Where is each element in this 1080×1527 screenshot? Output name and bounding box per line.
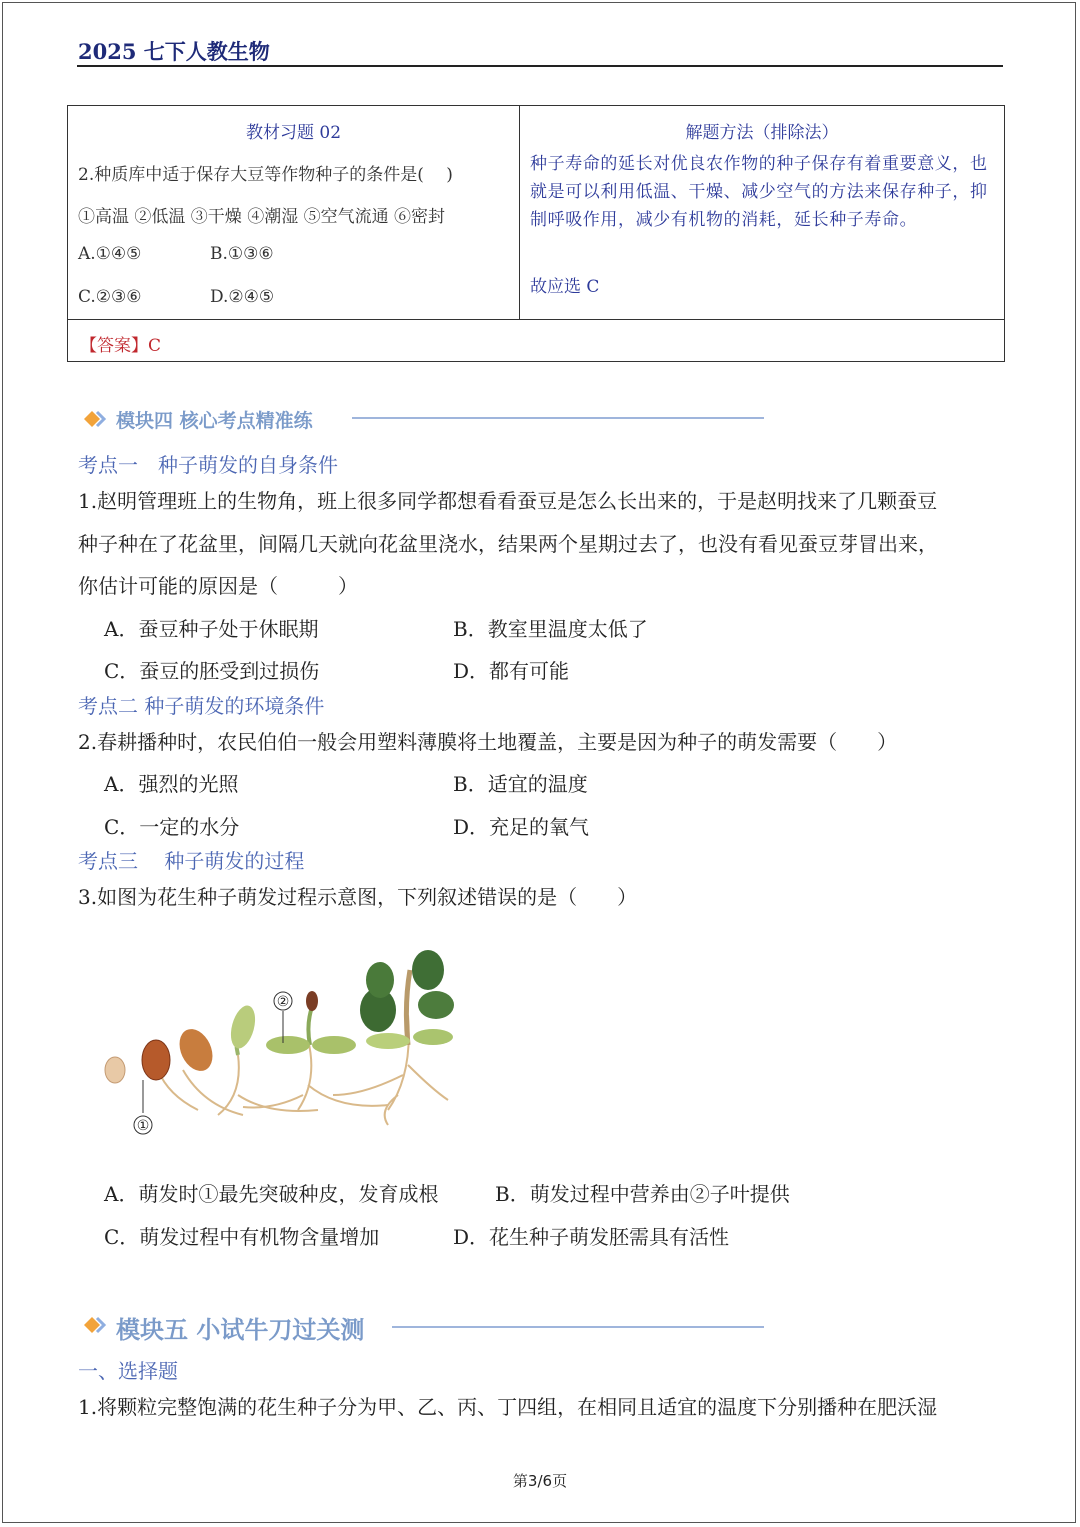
header-title: 2025 七下人教生物 — [78, 39, 270, 64]
exercise-option-c: C.②③⑥ — [78, 287, 142, 307]
answer-label-text: 【答案】 — [80, 336, 148, 356]
exercise-option-b: B.①③⑥ — [210, 244, 274, 264]
point1-question-line1: 1.赵明管理班上的生物角，班上很多同学都想看看蚕豆是怎么长出来的，于是赵明找来了几颗蚕豆 — [78, 489, 938, 513]
point1-option-d: D．都有可能 — [453, 659, 570, 683]
exercise-conditions: ①高温 ②低温 ③干燥 ④潮湿 ⑤空气流通 ⑥密封 — [78, 207, 446, 227]
exercise-left-title: 教材习题 02 — [245, 123, 342, 143]
figure-label-two: ② — [276, 994, 290, 1010]
exercise-option-a: A.①④⑤ — [78, 244, 142, 264]
module5-rule — [392, 1326, 764, 1328]
header-rule — [77, 65, 1003, 67]
point1-question-line2: 种子种在了花盆里，间隔几天就向花盆里浇水，结果两个星期过去了，也没有看见蚕豆芽冒出来， — [78, 532, 938, 556]
point1-option-a: A．蚕豆种子处于休眠期 — [104, 617, 319, 641]
method-body: 种子寿命的延长对优良农作物的种子保存有着重要意义，也就是可以利用低温、干燥、减少空气的方法来保存种子，抑制呼吸作用，减少有机物的消耗，延长种子寿命。 — [530, 154, 988, 230]
method-conclusion: 故应选 C — [530, 277, 600, 297]
page-number: 第3/6页 — [512, 1472, 568, 1490]
point1-option-b: B．教室里温度太低了 — [453, 617, 648, 641]
module4-rule — [352, 417, 764, 419]
module5-question: 1.将颗粒完整饱满的花生种子分为甲、乙、丙、丁四组，在相同且适宜的温度下分别播种在肥沃湿 — [78, 1395, 938, 1419]
point2-title: 考点二 种子萌发的环境条件 — [78, 694, 325, 718]
point1-title: 考点一 种子萌发的自身条件 — [78, 453, 338, 477]
diamond-chevron-icon — [84, 408, 110, 430]
exercise-question-cell — [68, 106, 520, 319]
answer-value: C — [148, 336, 162, 356]
module5-section: 一、选择题 — [78, 1359, 178, 1383]
exercise-option-d: D.②④⑤ — [210, 287, 275, 307]
point2-option-c: C．一定的水分 — [104, 815, 240, 839]
point1-question-line3: 你估计可能的原因是（ ） — [78, 574, 358, 598]
figure-label-one: ① — [136, 1118, 150, 1134]
exercise-answer-row — [68, 319, 1004, 361]
point3-question: 3.如图为花生种子萌发过程示意图，下列叙述错误的是（ ） — [78, 885, 638, 909]
module5-title: 模块五 小试牛刀过关测 — [116, 1316, 365, 1344]
point3-title: 考点三 种子萌发的过程 — [78, 849, 305, 873]
exercise-right-title: 解题方法（排除法） — [685, 123, 839, 143]
point2-option-b: B．适宜的温度 — [453, 772, 588, 796]
point3-option-d: D．花生种子萌发胚需具有活性 — [453, 1225, 730, 1249]
point2-option-d: D．充足的氧气 — [453, 815, 590, 839]
point1-option-c: C．蚕豆的胚受到过损伤 — [104, 659, 320, 683]
module4-title: 模块四 核心考点精准练 — [116, 410, 313, 432]
exercise-method-cell — [520, 106, 1004, 319]
diamond-chevron-icon — [84, 1314, 110, 1336]
point2-option-a: A．强烈的光照 — [104, 772, 239, 796]
exercise-table — [67, 105, 1005, 362]
exercise-question: 2.种质库中适于保存大豆等作物种子的条件是( ) — [78, 165, 453, 185]
point2-question: 2.春耕播种时，农民伯伯一般会用塑料薄膜将土地覆盖，主要是因为种子的萌发需要（ ） — [78, 730, 898, 754]
peanut-germination-figure — [98, 945, 468, 1140]
point3-option-b: B．萌发过程中营养由②子叶提供 — [495, 1182, 790, 1206]
point3-option-a: A．萌发时①最先突破种皮，发育成根 — [104, 1182, 439, 1206]
point3-option-c: C．萌发过程中有机物含量增加 — [104, 1225, 380, 1249]
answer-label — [80, 331, 161, 356]
